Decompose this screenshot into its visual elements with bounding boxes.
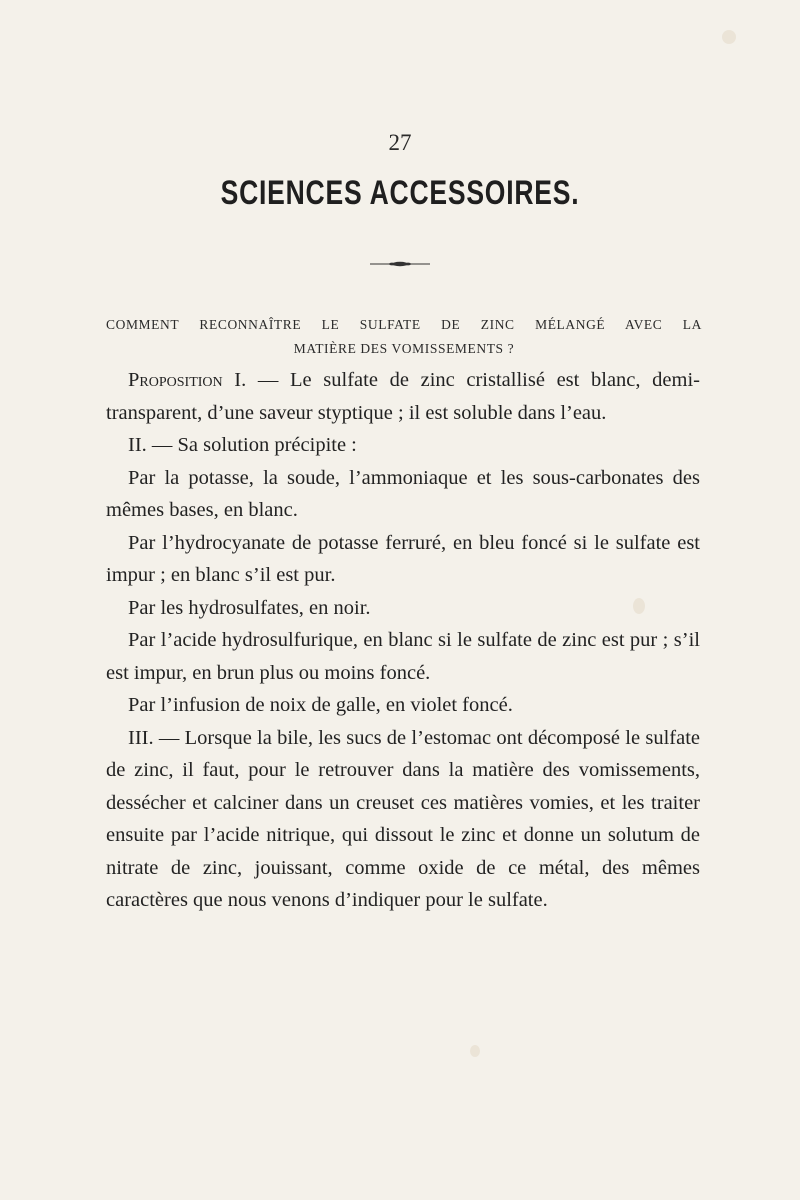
- section-title: SCIENCES ACCESSOIRES.: [220, 174, 580, 212]
- paragraph: Par l’acide hydrosulfurique, en blanc si le sulfate de zinc est pur ; s’il est impur, en brun plus ou moins foncé.: [106, 629, 700, 684]
- paragraph-proposition-1: [106, 364, 700, 429]
- question-line-1: COMMENT RECONNAÎTRE LE SULFATE DE ZINC MÉLANGÉ AVEC LA: [106, 317, 702, 332]
- title-ornament: [370, 260, 430, 268]
- paragraph: Par la potasse, la soude, l’ammoniaque et les sous-carbonates des mêmes bases, en blanc.: [106, 466, 700, 521]
- paragraph: Par l’hydrocyanate de potasse ferruré, en bleu foncé si le sulfate est impur ; en blanc s’il est pur.: [106, 531, 700, 586]
- paragraph: Par les hydrosulfates, en noir.: [128, 596, 371, 619]
- paragraph-text: — Le sulfate de zinc cristallisé est blanc, demi-transparent, d’une saveur styptique ; il est soluble dans l’eau.: [106, 369, 700, 424]
- question-heading: [106, 313, 702, 361]
- paragraph: III. — Lorsque la bile, les sucs de l’estomac ont décomposé le sulfate de zinc, il faut, pour le retrouver dans la matière des vomissements, dessécher et calciner dans un creuset ces matières vomies, et les traiter ensuite par l’acide nitrique, qui dissout le zinc et donne un solutum de nitrate de zinc, jouissant, comme oxide de ce métal, des mêmes caractères que nous venons d’indiquer pour le sulfate.: [106, 726, 700, 911]
- paragraph: II. — Sa solution précipite :: [128, 434, 357, 456]
- paper-stain: [470, 1045, 480, 1057]
- question-line-2: MATIÈRE DES VOMISSEMENTS ?: [293, 341, 515, 356]
- body-text: [106, 364, 700, 917]
- page-number: 27: [388, 130, 412, 155]
- paper-stain: [722, 30, 736, 44]
- proposition-label: Proposition I.: [128, 369, 247, 391]
- paragraph: Par l’infusion de noix de galle, en violet foncé.: [128, 694, 513, 716]
